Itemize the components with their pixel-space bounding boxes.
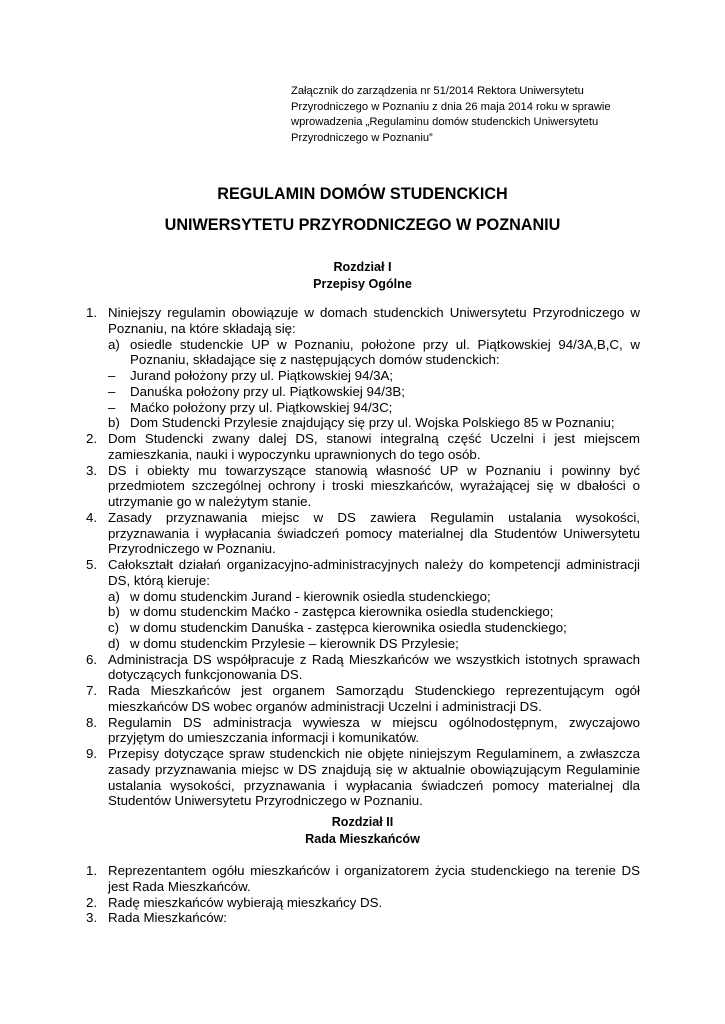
chapter1-heading: Rozdział I — [333, 260, 392, 274]
sub-item-mark: c) — [108, 620, 120, 635]
sub-item — [108, 604, 640, 620]
item-number: 9. — [86, 746, 98, 761]
item-text: Przepisy dotyczące spraw studenckich nie objęte niniejszym Regulaminem, a zwłaszcza zasady przyznawania miejsc w DS znajdują się w aktualnie obowiązującym Regulaminie ustalania wysokości, przyznawania i wypłacania świadczeń pomocy materialnej dla Studentów Uniwersytetu Przyrodniczego w Poznaniu. — [108, 746, 640, 809]
list-item — [86, 652, 640, 684]
item-text: Administracja DS współpracuje z Radą Mieszkańców we wszystkich istotnych sprawach dotyczących funkcjonowania DS. — [108, 651, 640, 683]
sub-item-text: osiedle studenckie UP w Poznaniu, położone przy ul. Piątkowskiej 94/3A,B,C, w Poznaniu, składające się z następujących domów studenckich: — [130, 336, 640, 368]
list-item — [86, 715, 640, 747]
item-number: 2. — [86, 431, 98, 446]
item-number: 4. — [86, 509, 98, 525]
sub-item-text: w domu studenckim Maćko - zastępca kierownika osiedla studenckiego; — [130, 604, 554, 620]
sub-item — [108, 620, 640, 636]
document-title-line2: UNIWERSYTETU PRZYRODNICZEGO W POZNANIU — [164, 216, 561, 234]
item-number: 6. — [86, 651, 98, 667]
chapter1-heading-block — [0, 259, 725, 293]
item-number: 1. — [86, 863, 98, 878]
sub-item-mark: b) — [108, 604, 120, 620]
sub-item-text: w domu studenckim Danuśka - zastępca kierownika osiedla studenckiego; — [130, 620, 567, 635]
list-item — [86, 895, 640, 911]
document-title-line1: REGULAMIN DOMÓW STUDENCKICH — [217, 185, 508, 203]
list-item — [86, 305, 640, 431]
item-text: Rada Mieszkańców jest organem Samorządu Studenckiego reprezentującym ogół mieszkańców DS wobec organów administracji Uczelni i administracji DS. — [108, 683, 640, 714]
item-number: 8. — [86, 714, 98, 730]
list-item — [86, 683, 640, 715]
item-text: Rada Mieszkańców: — [108, 910, 227, 926]
list-item — [86, 557, 640, 652]
sub-item — [108, 337, 640, 369]
item-text: Regulamin DS administracja wywiesza w miejscu ogólnodostępnym, zwyczajowo przyjętym do umieszczania informacji i komunikatów. — [108, 714, 640, 746]
sub-item-mark: – — [108, 368, 116, 383]
list-item — [86, 910, 640, 926]
sub-item — [108, 636, 640, 652]
item-text: Dom Studencki zwany dalej DS, stanowi integralną część Uczelni i jest miejscem zamieszkania, nauki i wypoczynku uprawnionych do tego osób. — [108, 431, 640, 462]
chapter2-heading: Rozdział II — [331, 815, 394, 829]
list-item — [86, 431, 640, 463]
sub-item-mark: d) — [108, 635, 120, 651]
item-number: 3. — [86, 462, 98, 478]
item-number: 5. — [86, 557, 98, 572]
sub-item — [108, 589, 640, 605]
annex-line: Przyrodniczego w Poznaniu” — [291, 131, 433, 144]
sub-item — [108, 400, 640, 416]
list-item — [86, 746, 640, 809]
sub-item-mark: – — [108, 399, 116, 415]
item-number: 2. — [86, 894, 98, 910]
sub-item-text: w domu studenckim Jurand - kierownik osiedla studenckiego; — [130, 588, 491, 604]
sub-item-mark: – — [108, 383, 116, 399]
sub-item-text: Maćko położony przy ul. Piątkowskiej 94/3C; — [130, 399, 393, 415]
item-number: 1. — [86, 305, 98, 320]
chapter2-heading-block — [0, 814, 725, 848]
annex-line: wprowadzenia „Regulaminu domów studenckich Uniwersytetu — [291, 116, 599, 129]
item-text: Zasady przyznawania miejsc w DS zawiera Regulamin ustalania wysokości, przyznawania i wypłacania świadczeń pomocy materialnej dla Studentów Uniwersytetu Przyrodniczego w Poznaniu. — [108, 509, 640, 557]
item-text: Niniejszy regulamin obowiązuje w domach studenckich Uniwersytetu Przyrodniczego w Poznaniu, na które składają się: — [108, 305, 640, 336]
item-text: Reprezentantem ogółu mieszkańców i organizatorem życia studenckiego na terenie DS jest Rada Mieszkańców. — [108, 863, 640, 894]
chapter1-subheading: Przepisy Ogólne — [313, 276, 412, 291]
chapter1-list — [86, 305, 640, 809]
annex-line: Przyrodniczego w Poznaniu z dnia 26 maja 2014 roku w sprawie — [291, 100, 611, 113]
sub-item-mark: b) — [108, 415, 120, 431]
item-text: DS i obiekty mu towarzyszące stanowią własność UP w Poznaniu i powinny być przedmiotem szczególnej ochrony i troski mieszkańców, wyrażającej się w dbałości o utrzymanie go w należytym stanie. — [108, 462, 640, 509]
chapter2-list — [86, 863, 640, 926]
item-text: Radę mieszkańców wybierają mieszkańcy DS. — [108, 894, 383, 910]
sub-list — [108, 337, 640, 432]
sub-item-mark: a) — [108, 336, 120, 352]
sub-item-text: Danuśka położony przy ul. Piątkowskiej 94/3B; — [130, 383, 405, 399]
annex-note — [291, 84, 639, 146]
sub-item — [108, 415, 640, 431]
list-item — [86, 510, 640, 557]
sub-item-text: Dom Studencki Przylesie znajdujący się przy ul. Wojska Polskiego 85 w Poznaniu; — [130, 415, 615, 431]
sub-item-text: Jurand położony przy ul. Piątkowskiej 94/3A; — [130, 368, 394, 383]
list-item — [86, 863, 640, 895]
sub-item-mark: a) — [108, 588, 120, 604]
list-item — [86, 463, 640, 510]
sub-item — [108, 368, 640, 384]
sub-item — [108, 384, 640, 400]
sub-item-text: w domu studenckim Przylesie – kierownik DS Przylesie; — [130, 635, 459, 651]
sub-list — [108, 589, 640, 652]
item-number: 7. — [86, 683, 98, 698]
item-text: Całokształt działań organizacyjno-administracyjnych należy do kompetencji administracji DS, którą kieruje: — [108, 557, 640, 588]
chapter2-subheading: Rada Mieszkańców — [305, 831, 420, 846]
annex-line: Załącznik do zarządzenia nr 51/2014 Rektora Uniwersytetu — [291, 85, 584, 97]
item-number: 3. — [86, 910, 98, 926]
